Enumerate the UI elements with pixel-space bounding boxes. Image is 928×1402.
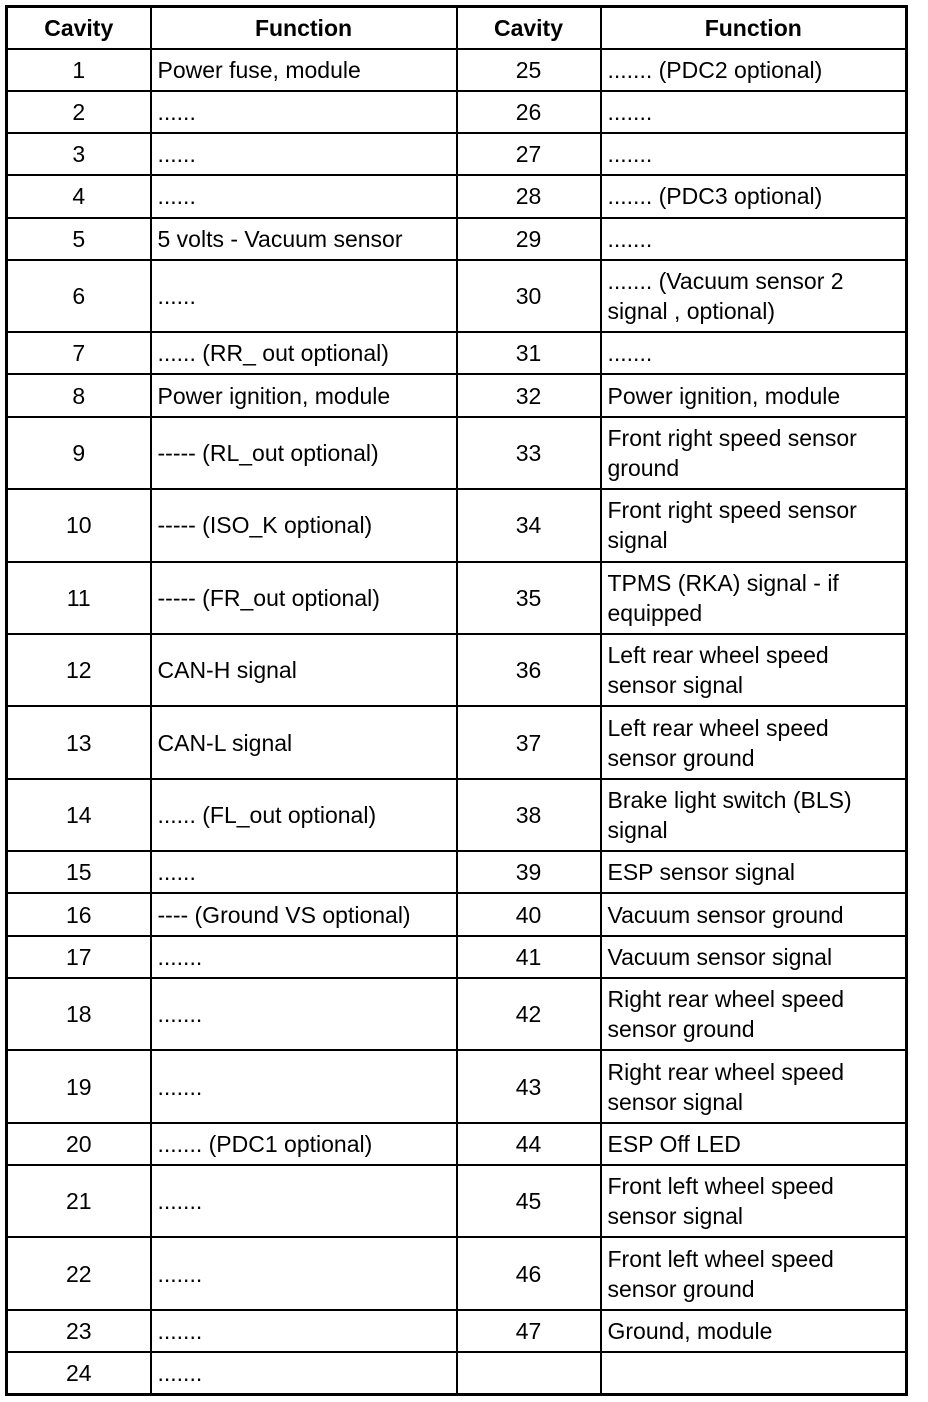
function-right-cell: TPMS (RKA) signal - if equipped bbox=[601, 562, 907, 634]
cavity-left-cell: 6 bbox=[7, 260, 151, 332]
function-right-cell: ESP Off LED bbox=[601, 1123, 907, 1165]
cavity-right-cell bbox=[457, 1352, 601, 1394]
function-right-cell: Right rear wheel speed sensor ground bbox=[601, 978, 907, 1050]
table-row bbox=[7, 1352, 907, 1394]
cavity-left-cell: 2 bbox=[7, 91, 151, 133]
cavity-right-cell: 25 bbox=[457, 49, 601, 91]
cavity-right-cell: 39 bbox=[457, 851, 601, 893]
cavity-right-cell: 40 bbox=[457, 893, 601, 935]
function-right-cell: Left rear wheel speed sensor ground bbox=[601, 706, 907, 778]
function-left-cell: ----- (ISO_K optional) bbox=[151, 489, 457, 561]
cavity-left-cell: 13 bbox=[7, 706, 151, 778]
cavity-left-cell: 19 bbox=[7, 1050, 151, 1122]
function-right-cell: Ground, module bbox=[601, 1310, 907, 1352]
function-right-cell: Brake light switch (BLS) signal bbox=[601, 779, 907, 851]
table-row bbox=[7, 1123, 907, 1165]
cavity-right-cell: 28 bbox=[457, 175, 601, 217]
function-left-cell: ...... bbox=[151, 91, 457, 133]
table-row bbox=[7, 175, 907, 217]
table-row bbox=[7, 562, 907, 634]
cavity-right-cell: 41 bbox=[457, 936, 601, 978]
cavity-right-cell: 34 bbox=[457, 489, 601, 561]
cavity-left-cell: 7 bbox=[7, 332, 151, 374]
cavity-left-cell: 14 bbox=[7, 779, 151, 851]
function-left-cell: ----- (RL_out optional) bbox=[151, 417, 457, 489]
table-row bbox=[7, 91, 907, 133]
function-left-cell: CAN-L signal bbox=[151, 706, 457, 778]
header-row bbox=[7, 7, 907, 49]
function-right-cell: Front left wheel speed sensor ground bbox=[601, 1237, 907, 1309]
table-row bbox=[7, 374, 907, 416]
cavity-left-cell: 10 bbox=[7, 489, 151, 561]
cavity-right-cell: 35 bbox=[457, 562, 601, 634]
table-row bbox=[7, 1237, 907, 1309]
cavity-left-cell: 8 bbox=[7, 374, 151, 416]
cavity-left-cell: 4 bbox=[7, 175, 151, 217]
function-left-cell: ...... bbox=[151, 851, 457, 893]
table-row bbox=[7, 706, 907, 778]
cavity-left-cell: 18 bbox=[7, 978, 151, 1050]
header-function-left: Function bbox=[151, 7, 457, 49]
table-row bbox=[7, 49, 907, 91]
table-row bbox=[7, 634, 907, 706]
cavity-right-cell: 44 bbox=[457, 1123, 601, 1165]
function-right-cell: Vacuum sensor signal bbox=[601, 936, 907, 978]
cavity-left-cell: 5 bbox=[7, 218, 151, 260]
function-left-cell: ....... bbox=[151, 1050, 457, 1122]
function-left-cell: ...... (RR_ out optional) bbox=[151, 332, 457, 374]
function-right-cell: Front right speed sensor ground bbox=[601, 417, 907, 489]
cavity-right-cell: 31 bbox=[457, 332, 601, 374]
cavity-left-cell: 1 bbox=[7, 49, 151, 91]
cavity-right-cell: 26 bbox=[457, 91, 601, 133]
function-right-cell: ....... bbox=[601, 332, 907, 374]
cavity-left-cell: 16 bbox=[7, 893, 151, 935]
table-row bbox=[7, 1165, 907, 1237]
cavity-function-table bbox=[5, 5, 908, 1396]
function-right-cell: Front left wheel speed sensor signal bbox=[601, 1165, 907, 1237]
header-cavity-left: Cavity bbox=[7, 7, 151, 49]
function-left-cell: ...... bbox=[151, 133, 457, 175]
function-left-cell: ...... (FL_out optional) bbox=[151, 779, 457, 851]
cavity-left-cell: 9 bbox=[7, 417, 151, 489]
cavity-left-cell: 17 bbox=[7, 936, 151, 978]
function-left-cell: ....... bbox=[151, 978, 457, 1050]
function-right-cell: ....... (Vacuum sensor 2 signal , optional) bbox=[601, 260, 907, 332]
cavity-right-cell: 30 bbox=[457, 260, 601, 332]
function-right-cell: Vacuum sensor ground bbox=[601, 893, 907, 935]
cavity-right-cell: 42 bbox=[457, 978, 601, 1050]
function-left-cell: ....... (PDC1 optional) bbox=[151, 1123, 457, 1165]
table-row bbox=[7, 893, 907, 935]
header-function-right: Function bbox=[601, 7, 907, 49]
cavity-right-cell: 32 bbox=[457, 374, 601, 416]
cavity-right-cell: 47 bbox=[457, 1310, 601, 1352]
function-left-cell: ....... bbox=[151, 1352, 457, 1394]
cavity-right-cell: 38 bbox=[457, 779, 601, 851]
cavity-right-cell: 45 bbox=[457, 1165, 601, 1237]
function-left-cell: ....... bbox=[151, 1165, 457, 1237]
cavity-right-cell: 33 bbox=[457, 417, 601, 489]
function-left-cell: ----- (FR_out optional) bbox=[151, 562, 457, 634]
cavity-right-cell: 36 bbox=[457, 634, 601, 706]
table-row bbox=[7, 332, 907, 374]
function-left-cell: ....... bbox=[151, 1310, 457, 1352]
table-row bbox=[7, 978, 907, 1050]
table-row bbox=[7, 779, 907, 851]
cavity-right-cell: 29 bbox=[457, 218, 601, 260]
cavity-right-cell: 43 bbox=[457, 1050, 601, 1122]
function-left-cell: ...... bbox=[151, 175, 457, 217]
cavity-left-cell: 3 bbox=[7, 133, 151, 175]
table-row bbox=[7, 489, 907, 561]
cavity-left-cell: 24 bbox=[7, 1352, 151, 1394]
function-left-cell: ....... bbox=[151, 936, 457, 978]
table-row bbox=[7, 936, 907, 978]
function-right-cell: ESP sensor signal bbox=[601, 851, 907, 893]
table-row bbox=[7, 218, 907, 260]
cavity-left-cell: 22 bbox=[7, 1237, 151, 1309]
function-right-cell: ....... bbox=[601, 91, 907, 133]
function-right-cell: Right rear wheel speed sensor signal bbox=[601, 1050, 907, 1122]
function-right-cell bbox=[601, 1352, 907, 1394]
function-left-cell: 5 volts - Vacuum sensor bbox=[151, 218, 457, 260]
function-left-cell: ---- (Ground VS optional) bbox=[151, 893, 457, 935]
function-right-cell: ....... bbox=[601, 133, 907, 175]
cavity-right-cell: 27 bbox=[457, 133, 601, 175]
cavity-right-cell: 46 bbox=[457, 1237, 601, 1309]
cavity-left-cell: 23 bbox=[7, 1310, 151, 1352]
cavity-left-cell: 15 bbox=[7, 851, 151, 893]
function-right-cell: Left rear wheel speed sensor signal bbox=[601, 634, 907, 706]
function-right-cell: Power ignition, module bbox=[601, 374, 907, 416]
function-right-cell: ....... bbox=[601, 218, 907, 260]
function-right-cell: ....... (PDC2 optional) bbox=[601, 49, 907, 91]
function-right-cell: ....... (PDC3 optional) bbox=[601, 175, 907, 217]
function-left-cell: CAN-H signal bbox=[151, 634, 457, 706]
cavity-left-cell: 11 bbox=[7, 562, 151, 634]
cavity-right-cell: 37 bbox=[457, 706, 601, 778]
header-cavity-right: Cavity bbox=[457, 7, 601, 49]
table-row bbox=[7, 133, 907, 175]
function-left-cell: ...... bbox=[151, 260, 457, 332]
function-left-cell: Power fuse, module bbox=[151, 49, 457, 91]
cavity-left-cell: 12 bbox=[7, 634, 151, 706]
table-row bbox=[7, 1050, 907, 1122]
function-left-cell: Power ignition, module bbox=[151, 374, 457, 416]
function-left-cell: ....... bbox=[151, 1237, 457, 1309]
table-row bbox=[7, 417, 907, 489]
table-row bbox=[7, 851, 907, 893]
table-row bbox=[7, 260, 907, 332]
function-right-cell: Front right speed sensor signal bbox=[601, 489, 907, 561]
table-row bbox=[7, 1310, 907, 1352]
cavity-left-cell: 21 bbox=[7, 1165, 151, 1237]
cavity-left-cell: 20 bbox=[7, 1123, 151, 1165]
